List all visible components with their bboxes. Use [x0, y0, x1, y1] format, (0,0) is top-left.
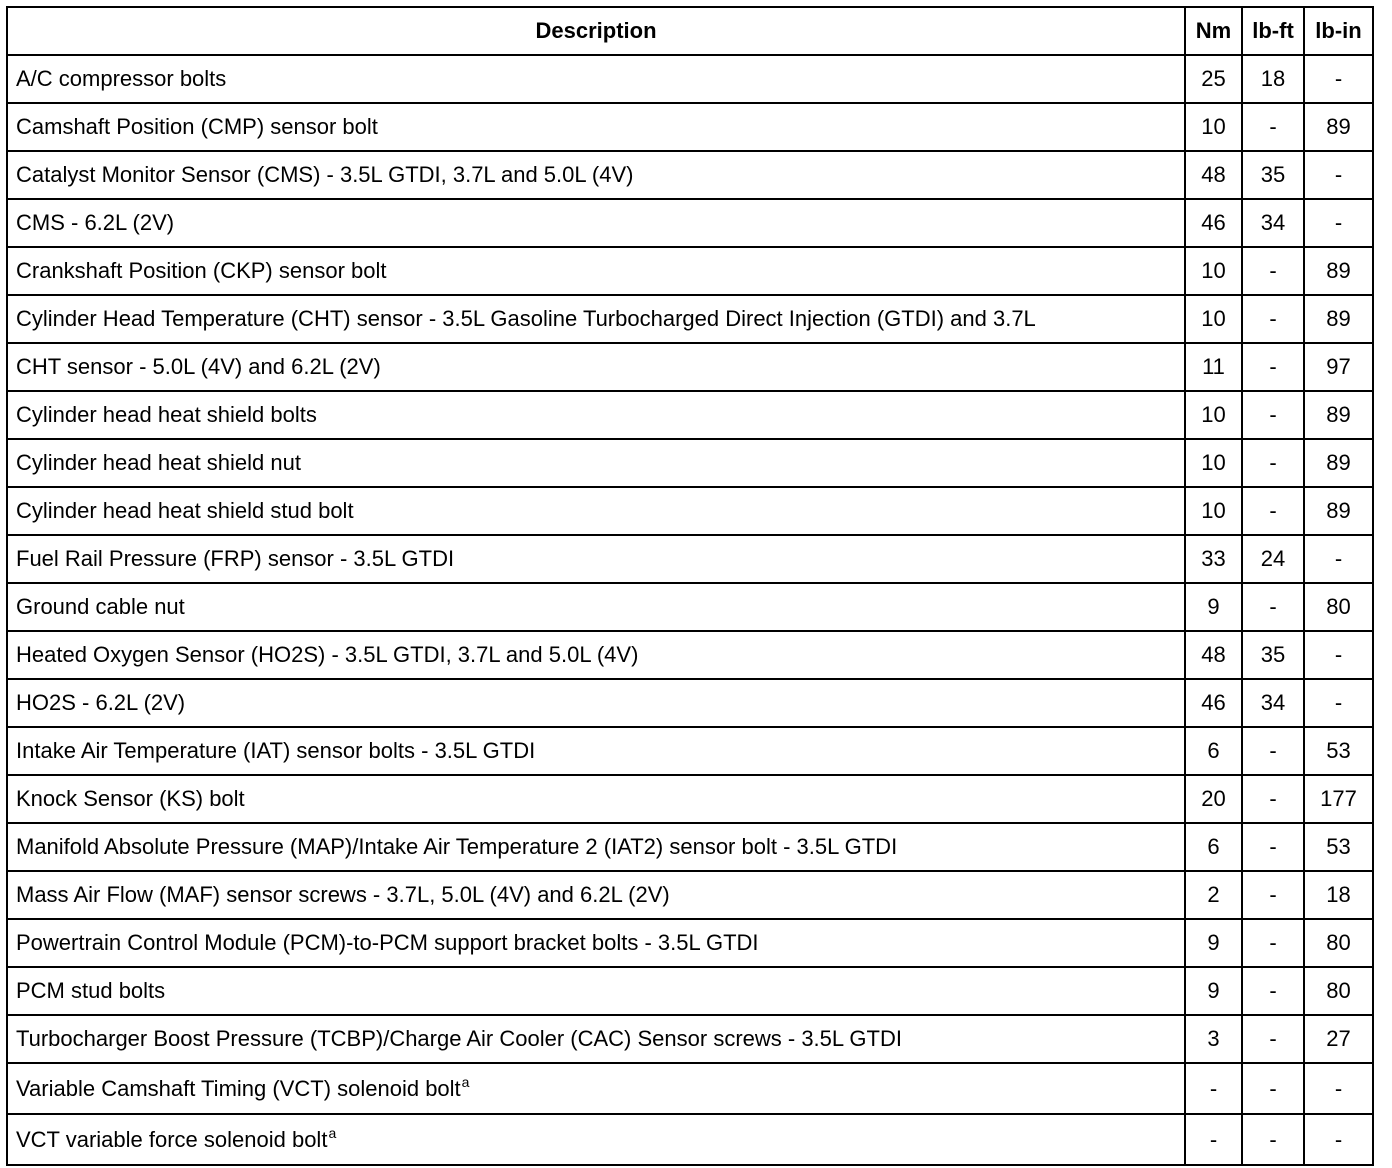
table-row: [7, 583, 1373, 631]
table-row: [7, 631, 1373, 679]
cell-lb-in: -: [1304, 631, 1373, 679]
description-text: Crankshaft Position (CKP) sensor bolt: [16, 258, 387, 283]
cell-lb-in: 80: [1304, 919, 1373, 967]
description-text: Variable Camshaft Timing (VCT) solenoid bolt: [16, 1075, 461, 1101]
cell-lb-in: 27: [1304, 1015, 1373, 1063]
table-row: [7, 775, 1373, 823]
cell-lb-ft: 34: [1242, 199, 1304, 247]
table-row: [7, 1114, 1373, 1165]
table-row: [7, 343, 1373, 391]
cell-lb-ft: -: [1242, 727, 1304, 775]
cell-lb-in: 18: [1304, 871, 1373, 919]
cell-lb-ft: 35: [1242, 151, 1304, 199]
cell-lb-in: 53: [1304, 727, 1373, 775]
cell-nm: -: [1185, 1063, 1242, 1114]
table-row: [7, 1063, 1373, 1114]
description-text: Turbocharger Boost Pressure (TCBP)/Charge Air Cooler (CAC) Sensor screws - 3.5L GTDI: [16, 1026, 902, 1051]
cell-lb-in: -: [1304, 199, 1373, 247]
table-row: [7, 439, 1373, 487]
cell-lb-ft: -: [1242, 439, 1304, 487]
cell-description: [7, 1114, 1185, 1165]
footnote-marker: a: [328, 1124, 337, 1141]
cell-description: [7, 583, 1185, 631]
cell-lb-ft: -: [1242, 1015, 1304, 1063]
cell-description: [7, 295, 1185, 343]
cell-lb-ft: -: [1242, 487, 1304, 535]
cell-nm: 9: [1185, 583, 1242, 631]
table-row: [7, 295, 1373, 343]
description-text: A/C compressor bolts: [16, 66, 227, 91]
description-text: VCT variable force solenoid bolt: [16, 1126, 328, 1152]
cell-description: [7, 727, 1185, 775]
table-row: [7, 727, 1373, 775]
cell-lb-in: -: [1304, 1063, 1373, 1114]
description-text: Powertrain Control Module (PCM)-to-PCM support bracket bolts - 3.5L GTDI: [16, 930, 759, 955]
cell-lb-in: 89: [1304, 295, 1373, 343]
cell-lb-ft: -: [1242, 919, 1304, 967]
table-row: [7, 919, 1373, 967]
cell-description: [7, 679, 1185, 727]
cell-lb-ft: -: [1242, 967, 1304, 1015]
cell-nm: 33: [1185, 535, 1242, 583]
cell-nm: -: [1185, 1114, 1242, 1165]
cell-nm: 48: [1185, 631, 1242, 679]
cell-description: [7, 631, 1185, 679]
description-text: Camshaft Position (CMP) sensor bolt: [16, 114, 378, 139]
cell-lb-in: 177: [1304, 775, 1373, 823]
header-lb-in: lb-in: [1304, 7, 1373, 55]
table-row: [7, 391, 1373, 439]
cell-nm: 10: [1185, 439, 1242, 487]
cell-lb-ft: 35: [1242, 631, 1304, 679]
footnote-marker: a: [461, 1073, 470, 1090]
cell-lb-in: 97: [1304, 343, 1373, 391]
cell-nm: 46: [1185, 199, 1242, 247]
table-row: [7, 199, 1373, 247]
table-row: [7, 967, 1373, 1015]
cell-lb-ft: -: [1242, 247, 1304, 295]
description-text: Cylinder head heat shield bolts: [16, 402, 317, 427]
cell-lb-in: -: [1304, 1114, 1373, 1165]
cell-lb-in: -: [1304, 55, 1373, 103]
cell-lb-ft: -: [1242, 1063, 1304, 1114]
description-text: Manifold Absolute Pressure (MAP)/Intake Air Temperature 2 (IAT2) sensor bolt - 3.5L GTDI: [16, 834, 898, 859]
table-row: [7, 823, 1373, 871]
cell-lb-ft: 24: [1242, 535, 1304, 583]
description-text: Cylinder head heat shield nut: [16, 450, 301, 475]
cell-nm: 6: [1185, 727, 1242, 775]
cell-lb-ft: -: [1242, 295, 1304, 343]
description-text: Heated Oxygen Sensor (HO2S) - 3.5L GTDI, 3.7L and 5.0L (4V): [16, 642, 639, 667]
cell-description: [7, 151, 1185, 199]
cell-lb-ft: -: [1242, 103, 1304, 151]
cell-lb-ft: -: [1242, 871, 1304, 919]
description-text: Cylinder Head Temperature (CHT) sensor - 3.5L Gasoline Turbocharged Direct Injection (GTDI) and 3.7L: [16, 306, 1036, 331]
cell-nm: 10: [1185, 295, 1242, 343]
cell-description: [7, 439, 1185, 487]
torque-specifications-table: [6, 6, 1374, 1166]
cell-lb-in: 80: [1304, 967, 1373, 1015]
cell-lb-in: -: [1304, 151, 1373, 199]
cell-description: [7, 343, 1185, 391]
header-description: Description: [7, 7, 1185, 55]
cell-lb-in: 89: [1304, 391, 1373, 439]
cell-nm: 9: [1185, 967, 1242, 1015]
cell-lb-in: 80: [1304, 583, 1373, 631]
table-row: [7, 871, 1373, 919]
cell-nm: 6: [1185, 823, 1242, 871]
cell-description: [7, 199, 1185, 247]
cell-lb-ft: -: [1242, 775, 1304, 823]
description-text: PCM stud bolts: [16, 978, 166, 1003]
header-lb-ft: lb-ft: [1242, 7, 1304, 55]
table-row: [7, 151, 1373, 199]
table-row: [7, 487, 1373, 535]
cell-description: [7, 1063, 1185, 1114]
cell-description: [7, 967, 1185, 1015]
description-text: Ground cable nut: [16, 594, 185, 619]
cell-lb-ft: -: [1242, 823, 1304, 871]
cell-nm: 11: [1185, 343, 1242, 391]
table-row: [7, 1015, 1373, 1063]
header-nm: Nm: [1185, 7, 1242, 55]
description-text: HO2S - 6.2L (2V): [16, 690, 186, 715]
table-row: [7, 679, 1373, 727]
description-text: CMS - 6.2L (2V): [16, 210, 175, 235]
cell-description: [7, 535, 1185, 583]
cell-nm: 10: [1185, 247, 1242, 295]
cell-lb-in: -: [1304, 535, 1373, 583]
cell-nm: 10: [1185, 391, 1242, 439]
table-row: [7, 535, 1373, 583]
description-text: CHT sensor - 5.0L (4V) and 6.2L (2V): [16, 354, 381, 379]
description-text: Catalyst Monitor Sensor (CMS) - 3.5L GTDI, 3.7L and 5.0L (4V): [16, 162, 634, 187]
cell-lb-in: -: [1304, 679, 1373, 727]
cell-lb-ft: -: [1242, 343, 1304, 391]
cell-lb-in: 89: [1304, 247, 1373, 295]
cell-lb-ft: 34: [1242, 679, 1304, 727]
description-text: Knock Sensor (KS) bolt: [16, 786, 245, 811]
description-text: Intake Air Temperature (IAT) sensor bolts - 3.5L GTDI: [16, 738, 536, 763]
table-row: [7, 103, 1373, 151]
cell-description: [7, 391, 1185, 439]
cell-description: [7, 775, 1185, 823]
header-row: [7, 7, 1373, 55]
table-header: [7, 7, 1373, 55]
cell-nm: 20: [1185, 775, 1242, 823]
cell-nm: 9: [1185, 919, 1242, 967]
cell-nm: 25: [1185, 55, 1242, 103]
cell-description: [7, 823, 1185, 871]
cell-nm: 48: [1185, 151, 1242, 199]
cell-description: [7, 871, 1185, 919]
cell-lb-ft: -: [1242, 1114, 1304, 1165]
cell-nm: 2: [1185, 871, 1242, 919]
cell-description: [7, 1015, 1185, 1063]
cell-nm: 46: [1185, 679, 1242, 727]
cell-description: [7, 487, 1185, 535]
cell-nm: 3: [1185, 1015, 1242, 1063]
cell-description: [7, 919, 1185, 967]
cell-description: [7, 247, 1185, 295]
cell-lb-ft: -: [1242, 391, 1304, 439]
table-row: [7, 55, 1373, 103]
cell-lb-in: 89: [1304, 103, 1373, 151]
table-row: [7, 247, 1373, 295]
cell-lb-ft: 18: [1242, 55, 1304, 103]
cell-description: [7, 55, 1185, 103]
cell-lb-in: 53: [1304, 823, 1373, 871]
description-text: Cylinder head heat shield stud bolt: [16, 498, 354, 523]
description-text: Fuel Rail Pressure (FRP) sensor - 3.5L GTDI: [16, 546, 455, 571]
table-body: [7, 55, 1373, 1165]
cell-lb-in: 89: [1304, 439, 1373, 487]
cell-nm: 10: [1185, 103, 1242, 151]
cell-nm: 10: [1185, 487, 1242, 535]
cell-description: [7, 103, 1185, 151]
cell-lb-ft: -: [1242, 583, 1304, 631]
cell-lb-in: 89: [1304, 487, 1373, 535]
description-text: Mass Air Flow (MAF) sensor screws - 3.7L, 5.0L (4V) and 6.2L (2V): [16, 882, 670, 907]
